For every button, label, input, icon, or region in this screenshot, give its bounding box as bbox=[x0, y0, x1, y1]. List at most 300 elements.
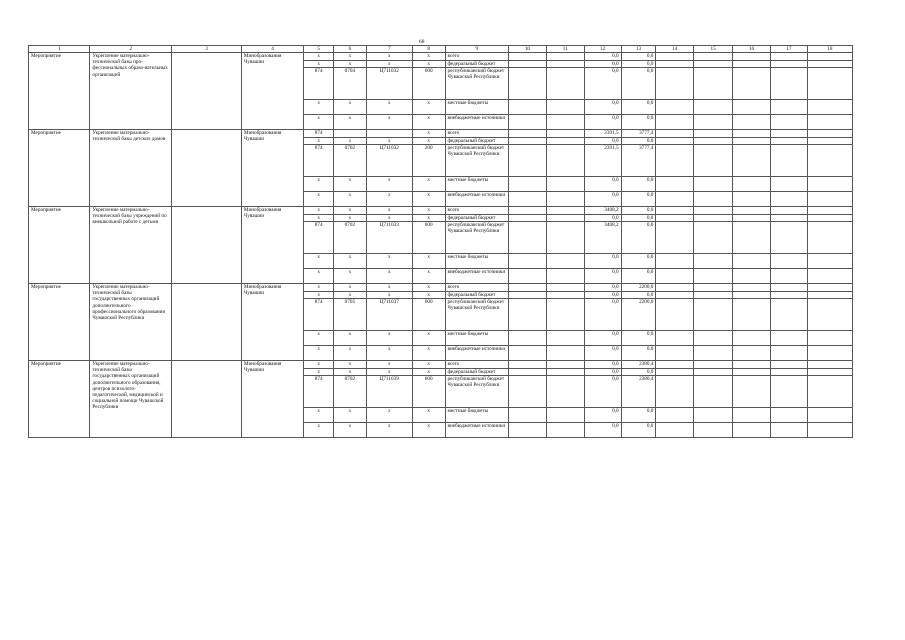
grbs-code-cell: x bbox=[304, 408, 334, 423]
value-cell bbox=[656, 68, 694, 100]
value-cell bbox=[656, 376, 694, 408]
grbs-code-cell: 874 bbox=[304, 376, 334, 408]
section-code-cell: x bbox=[333, 368, 366, 376]
section-code-cell: x bbox=[333, 60, 366, 68]
expense-type-cell: x bbox=[412, 291, 445, 299]
value-cell bbox=[656, 177, 694, 192]
expense-type-cell: x bbox=[412, 137, 445, 145]
expense-type-cell: 600 bbox=[412, 68, 445, 100]
funding-source-cell: местные бюджеты bbox=[445, 254, 508, 269]
value-cell bbox=[546, 284, 584, 292]
value-cell bbox=[733, 291, 771, 299]
value-cell bbox=[546, 100, 584, 115]
value-cell: 0,0 bbox=[621, 177, 656, 192]
section-code-cell: x bbox=[333, 269, 366, 284]
value-cell: 0,0 bbox=[584, 177, 621, 192]
value-cell bbox=[733, 222, 771, 254]
value-cell bbox=[656, 207, 694, 215]
section-code-cell: x bbox=[333, 291, 366, 299]
measure-name-cell: Укрепление материально-технической базы детских домов bbox=[90, 130, 172, 207]
value-cell bbox=[656, 115, 694, 130]
value-cell bbox=[733, 254, 771, 269]
value-cell bbox=[733, 331, 771, 346]
value-cell bbox=[807, 254, 852, 269]
value-cell bbox=[694, 137, 733, 145]
grbs-code-cell: x bbox=[304, 100, 334, 115]
column-number-5: 5 bbox=[304, 46, 334, 53]
value-cell bbox=[807, 207, 852, 215]
value-cell bbox=[546, 368, 584, 376]
column-number-3: 3 bbox=[172, 46, 242, 53]
value-cell bbox=[694, 145, 733, 177]
grbs-code-cell: x bbox=[304, 115, 334, 130]
section-code-cell: 0705 bbox=[333, 299, 366, 331]
funding-source-cell: местные бюджеты bbox=[445, 100, 508, 115]
value-cell bbox=[656, 137, 694, 145]
value-cell bbox=[733, 408, 771, 423]
grbs-code-cell: x bbox=[304, 331, 334, 346]
value-cell bbox=[546, 361, 584, 369]
value-cell bbox=[807, 284, 852, 292]
value-cell bbox=[656, 423, 694, 438]
value-cell bbox=[546, 137, 584, 145]
executor-cell: Минобразования Чувашии bbox=[241, 284, 303, 361]
value-cell bbox=[546, 177, 584, 192]
value-cell bbox=[807, 68, 852, 100]
value-cell bbox=[694, 68, 733, 100]
value-cell bbox=[508, 331, 546, 346]
expense-type-cell: x bbox=[412, 100, 445, 115]
column-number-9: 9 bbox=[445, 46, 508, 53]
grbs-code-cell: x bbox=[304, 284, 334, 292]
value-cell bbox=[546, 346, 584, 361]
value-cell bbox=[807, 145, 852, 177]
value-cell bbox=[694, 361, 733, 369]
grbs-code-cell: x bbox=[304, 137, 334, 145]
column-number-15: 15 bbox=[694, 46, 733, 53]
value-cell bbox=[807, 423, 852, 438]
value-cell bbox=[508, 269, 546, 284]
column-number-17: 17 bbox=[770, 46, 807, 53]
section-code-cell: x bbox=[333, 423, 366, 438]
value-cell: 0,0 bbox=[584, 137, 621, 145]
value-cell bbox=[733, 68, 771, 100]
value-cell bbox=[656, 254, 694, 269]
measure-name-cell: Укрепление материально-технической базы государственных организаций дополнительного образования, центров психолого-педагогической, медицинской и социальной помощи Чувашской Республики bbox=[90, 361, 172, 438]
column-number-6: 6 bbox=[333, 46, 366, 53]
value-cell bbox=[694, 192, 733, 207]
value-cell bbox=[807, 177, 852, 192]
section-code-cell: x bbox=[333, 192, 366, 207]
value-cell bbox=[770, 346, 807, 361]
value-cell bbox=[694, 368, 733, 376]
funding-source-cell: всего bbox=[445, 207, 508, 215]
funding-source-cell: федеральный бюджет bbox=[445, 214, 508, 222]
value-cell bbox=[807, 100, 852, 115]
value-cell: 0,0 bbox=[584, 376, 621, 408]
empty-cell bbox=[172, 361, 242, 438]
value-cell bbox=[508, 368, 546, 376]
value-cell bbox=[546, 214, 584, 222]
value-cell bbox=[508, 207, 546, 215]
value-cell: 0,0 bbox=[621, 207, 656, 215]
section-code-cell: 0702 bbox=[333, 145, 366, 177]
value-cell bbox=[770, 207, 807, 215]
value-cell bbox=[508, 177, 546, 192]
value-cell: 0,0 bbox=[584, 284, 621, 292]
section-code-cell: x bbox=[333, 254, 366, 269]
target-article-cell: x bbox=[366, 115, 412, 130]
grbs-code-cell: x bbox=[304, 346, 334, 361]
measure-name-cell: Укрепление материально-технической базы про-фессиональных образо-вательных организаций bbox=[90, 53, 172, 130]
expense-type-cell: x bbox=[412, 284, 445, 292]
value-cell bbox=[656, 331, 694, 346]
funding-source-cell: всего bbox=[445, 284, 508, 292]
value-cell bbox=[694, 214, 733, 222]
section-code-cell: x bbox=[333, 214, 366, 222]
funding-source-cell: внебюджетные источники bbox=[445, 115, 508, 130]
value-cell bbox=[694, 207, 733, 215]
value-cell bbox=[733, 423, 771, 438]
executor-cell: Минобразования Чувашии bbox=[241, 53, 303, 130]
value-cell bbox=[694, 269, 733, 284]
value-cell: 3777,4 bbox=[621, 145, 656, 177]
value-cell bbox=[508, 346, 546, 361]
value-cell bbox=[656, 299, 694, 331]
value-cell: 2391,5 bbox=[584, 130, 621, 138]
value-cell bbox=[807, 53, 852, 61]
value-cell: 0,0 bbox=[584, 254, 621, 269]
value-cell bbox=[733, 361, 771, 369]
value-cell bbox=[508, 145, 546, 177]
value-cell bbox=[546, 299, 584, 331]
funding-source-cell: федеральный бюджет bbox=[445, 291, 508, 299]
section-code-cell: x bbox=[333, 177, 366, 192]
value-cell bbox=[770, 214, 807, 222]
value-cell: 3408,2 bbox=[584, 207, 621, 215]
value-cell bbox=[733, 137, 771, 145]
table-row bbox=[29, 53, 853, 61]
value-cell bbox=[508, 130, 546, 138]
value-cell bbox=[546, 331, 584, 346]
funding-source-cell: республиканский бюджет Чувашской Республики bbox=[445, 145, 508, 177]
column-number-16: 16 bbox=[733, 46, 771, 53]
value-cell bbox=[656, 408, 694, 423]
value-cell bbox=[770, 177, 807, 192]
target-article-cell: x bbox=[366, 291, 412, 299]
value-cell bbox=[733, 284, 771, 292]
funding-source-cell: местные бюджеты bbox=[445, 408, 508, 423]
expense-type-cell: x bbox=[412, 130, 445, 138]
value-cell bbox=[508, 68, 546, 100]
grbs-code-cell: x bbox=[304, 192, 334, 207]
value-cell bbox=[694, 346, 733, 361]
column-number-7: 7 bbox=[366, 46, 412, 53]
funding-source-cell: всего bbox=[445, 130, 508, 138]
value-cell bbox=[733, 207, 771, 215]
value-cell bbox=[807, 331, 852, 346]
value-cell: 0,0 bbox=[621, 423, 656, 438]
value-cell bbox=[694, 115, 733, 130]
column-number-14: 14 bbox=[656, 46, 694, 53]
value-cell bbox=[656, 192, 694, 207]
table-row bbox=[29, 207, 853, 215]
value-cell bbox=[807, 376, 852, 408]
value-cell: 2380,4 bbox=[621, 361, 656, 369]
value-cell: 0,0 bbox=[621, 368, 656, 376]
expense-type-cell: x bbox=[412, 177, 445, 192]
value-cell: 0,0 bbox=[584, 361, 621, 369]
value-cell bbox=[770, 408, 807, 423]
value-cell bbox=[694, 130, 733, 138]
expense-type-cell: x bbox=[412, 207, 445, 215]
value-cell bbox=[694, 222, 733, 254]
expense-type-cell: 200 bbox=[412, 145, 445, 177]
value-cell bbox=[656, 222, 694, 254]
value-cell bbox=[807, 137, 852, 145]
value-cell bbox=[656, 53, 694, 61]
value-cell: 0,0 bbox=[584, 299, 621, 331]
value-cell: 0,0 bbox=[621, 100, 656, 115]
status-cell: Мероприятие bbox=[29, 361, 90, 438]
target-article-cell: x bbox=[366, 284, 412, 292]
expense-type-cell: x bbox=[412, 60, 445, 68]
value-cell bbox=[694, 331, 733, 346]
value-cell: 0,0 bbox=[621, 214, 656, 222]
status-cell: Мероприятие bbox=[29, 207, 90, 284]
value-cell bbox=[770, 100, 807, 115]
value-cell bbox=[770, 284, 807, 292]
value-cell bbox=[807, 222, 852, 254]
value-cell bbox=[694, 408, 733, 423]
value-cell bbox=[770, 192, 807, 207]
grbs-code-cell: x bbox=[304, 214, 334, 222]
value-cell bbox=[694, 53, 733, 61]
value-cell: 0,0 bbox=[621, 254, 656, 269]
value-cell bbox=[546, 269, 584, 284]
value-cell bbox=[656, 60, 694, 68]
value-cell bbox=[656, 284, 694, 292]
value-cell bbox=[770, 222, 807, 254]
value-cell bbox=[694, 177, 733, 192]
page-number: 68 bbox=[419, 39, 425, 45]
value-cell: 0,0 bbox=[584, 53, 621, 61]
target-article-cell: Ц711032 bbox=[366, 68, 412, 100]
value-cell bbox=[807, 130, 852, 138]
value-cell bbox=[546, 207, 584, 215]
value-cell: 0,0 bbox=[584, 115, 621, 130]
value-cell bbox=[770, 254, 807, 269]
measure-name-cell: Укрепление материально-технической базы учреждений по внешкольной работе с детьми bbox=[90, 207, 172, 284]
value-cell bbox=[656, 100, 694, 115]
expense-type-cell: x bbox=[412, 346, 445, 361]
value-cell bbox=[694, 299, 733, 331]
grbs-code-cell: 874 bbox=[304, 299, 334, 331]
target-article-cell: x bbox=[366, 137, 412, 145]
grbs-code-cell: x bbox=[304, 53, 334, 61]
value-cell bbox=[733, 269, 771, 284]
target-article-cell: x bbox=[366, 331, 412, 346]
value-cell: 0,0 bbox=[584, 346, 621, 361]
expense-type-cell: 600 bbox=[412, 376, 445, 408]
value-cell bbox=[770, 115, 807, 130]
value-cell bbox=[770, 269, 807, 284]
value-cell bbox=[694, 60, 733, 68]
status-cell: Мероприятие bbox=[29, 53, 90, 130]
grbs-code-cell: x bbox=[304, 361, 334, 369]
value-cell bbox=[508, 408, 546, 423]
value-cell bbox=[807, 368, 852, 376]
funding-source-cell: федеральный бюджет bbox=[445, 368, 508, 376]
value-cell bbox=[546, 408, 584, 423]
grbs-code-cell: x bbox=[304, 254, 334, 269]
value-cell bbox=[770, 60, 807, 68]
value-cell: 0,0 bbox=[621, 291, 656, 299]
grbs-code-cell: x bbox=[304, 291, 334, 299]
value-cell bbox=[733, 115, 771, 130]
value-cell bbox=[770, 68, 807, 100]
value-cell bbox=[733, 368, 771, 376]
section-code-cell: 0704 bbox=[333, 68, 366, 100]
expense-type-cell: x bbox=[412, 115, 445, 130]
value-cell bbox=[508, 60, 546, 68]
section-code-cell: x bbox=[333, 331, 366, 346]
section-code-cell: x bbox=[333, 284, 366, 292]
expense-type-cell: x bbox=[412, 53, 445, 61]
value-cell: 0,0 bbox=[621, 222, 656, 254]
value-cell bbox=[733, 177, 771, 192]
value-cell bbox=[508, 100, 546, 115]
value-cell bbox=[733, 192, 771, 207]
table-row bbox=[29, 361, 853, 369]
table-row bbox=[29, 130, 853, 138]
value-cell bbox=[770, 130, 807, 138]
value-cell: 0,0 bbox=[584, 408, 621, 423]
column-number-10: 10 bbox=[508, 46, 546, 53]
value-cell bbox=[508, 291, 546, 299]
column-number-11: 11 bbox=[546, 46, 584, 53]
value-cell: 0,0 bbox=[584, 291, 621, 299]
expense-type-cell: x bbox=[412, 423, 445, 438]
target-article-cell: x bbox=[366, 361, 412, 369]
grbs-code-cell: x bbox=[304, 177, 334, 192]
target-article-cell: x bbox=[366, 192, 412, 207]
value-cell: 0,0 bbox=[584, 192, 621, 207]
target-article-cell: x bbox=[366, 53, 412, 61]
value-cell bbox=[656, 130, 694, 138]
value-cell bbox=[770, 145, 807, 177]
value-cell bbox=[546, 222, 584, 254]
grbs-code-cell: x bbox=[304, 423, 334, 438]
grbs-code-cell: x bbox=[304, 60, 334, 68]
value-cell bbox=[807, 346, 852, 361]
empty-cell bbox=[172, 207, 242, 284]
grbs-code-cell: x bbox=[304, 269, 334, 284]
value-cell bbox=[656, 368, 694, 376]
value-cell bbox=[656, 361, 694, 369]
value-cell: 0,0 bbox=[584, 269, 621, 284]
value-cell bbox=[807, 408, 852, 423]
value-cell: 0,0 bbox=[584, 214, 621, 222]
value-cell bbox=[546, 53, 584, 61]
value-cell: 0,0 bbox=[584, 368, 621, 376]
value-cell bbox=[656, 214, 694, 222]
value-cell bbox=[733, 299, 771, 331]
value-cell bbox=[733, 100, 771, 115]
value-cell bbox=[694, 291, 733, 299]
value-cell: 0,0 bbox=[621, 137, 656, 145]
grbs-code-cell: 874 bbox=[304, 145, 334, 177]
target-article-cell: x bbox=[366, 60, 412, 68]
value-cell bbox=[656, 269, 694, 284]
value-cell bbox=[508, 192, 546, 207]
value-cell: 0,0 bbox=[621, 331, 656, 346]
column-number-12: 12 bbox=[584, 46, 621, 53]
funding-source-cell: республиканский бюджет Чувашской Республики bbox=[445, 222, 508, 254]
section-code-cell: x bbox=[333, 346, 366, 361]
funding-source-cell: федеральный бюджет bbox=[445, 137, 508, 145]
target-article-cell: x bbox=[366, 254, 412, 269]
target-article-cell: Ц711033 bbox=[366, 222, 412, 254]
value-cell: 2380,4 bbox=[621, 376, 656, 408]
value-cell bbox=[508, 222, 546, 254]
target-article-cell: x bbox=[366, 423, 412, 438]
column-number-13: 13 bbox=[621, 46, 656, 53]
value-cell bbox=[733, 376, 771, 408]
section-code-cell bbox=[333, 130, 366, 138]
section-code-cell: x bbox=[333, 137, 366, 145]
expense-type-cell: x bbox=[412, 269, 445, 284]
funding-source-cell: внебюджетные источники bbox=[445, 423, 508, 438]
funding-source-cell: всего bbox=[445, 53, 508, 61]
value-cell: 2200,0 bbox=[621, 299, 656, 331]
value-cell bbox=[733, 53, 771, 61]
value-cell bbox=[807, 291, 852, 299]
target-article-cell: x bbox=[366, 214, 412, 222]
value-cell bbox=[807, 60, 852, 68]
value-cell bbox=[694, 254, 733, 269]
empty-cell bbox=[172, 130, 242, 207]
target-article-cell: x bbox=[366, 177, 412, 192]
value-cell bbox=[508, 137, 546, 145]
value-cell: 3777,4 bbox=[621, 130, 656, 138]
grbs-code-cell: x bbox=[304, 207, 334, 215]
expense-type-cell: x bbox=[412, 368, 445, 376]
target-article-cell: x bbox=[366, 346, 412, 361]
value-cell: 3408,2 bbox=[584, 222, 621, 254]
program-table bbox=[28, 45, 853, 438]
value-cell bbox=[546, 60, 584, 68]
value-cell bbox=[546, 68, 584, 100]
value-cell: 0,0 bbox=[584, 60, 621, 68]
expense-type-cell: x bbox=[412, 214, 445, 222]
funding-source-cell: федеральный бюджет bbox=[445, 60, 508, 68]
value-cell bbox=[770, 361, 807, 369]
funding-source-cell: внебюджетные источники bbox=[445, 192, 508, 207]
funding-source-cell: внебюджетные источники bbox=[445, 346, 508, 361]
column-number-2: 2 bbox=[90, 46, 172, 53]
value-cell bbox=[546, 115, 584, 130]
value-cell bbox=[770, 423, 807, 438]
grbs-code-cell: x bbox=[304, 368, 334, 376]
funding-source-cell: местные бюджеты bbox=[445, 331, 508, 346]
measure-name-cell: Укрепление материально-технической базы государственных организаций дополнительного профессионального образования Чувашской Республики bbox=[90, 284, 172, 361]
value-cell bbox=[807, 214, 852, 222]
value-cell: 0,0 bbox=[584, 100, 621, 115]
value-cell bbox=[546, 145, 584, 177]
value-cell bbox=[770, 368, 807, 376]
value-cell bbox=[546, 254, 584, 269]
